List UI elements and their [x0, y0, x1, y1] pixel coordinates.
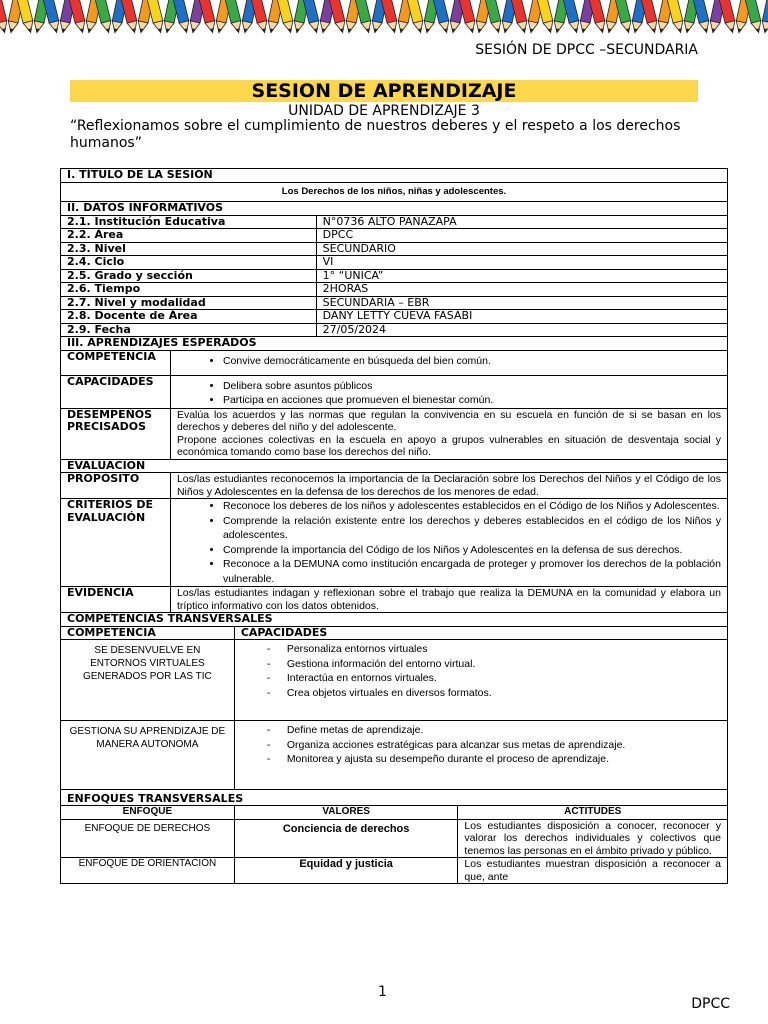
- transversal-capacidades-list: - Personaliza entornos virtuales - Gestiona información del entorno virtual. - Interactúa en entornos virtuales. - Crea objetos virtuales en diversos formatos.: [241, 642, 721, 700]
- proposito-text: Los/las estudiantes reconocemos la importancia de la Declaración sobre los Derechos del Niños y el Código de los Niños y Adolescentes en la defensa de los derechos de los menores de edad.: [170, 473, 727, 499]
- info-row: 2.3. Nivel SECUNDARIO: [61, 242, 728, 256]
- section-1-heading: I. TÍTULO DE LA SESIÓN: [61, 169, 728, 183]
- unit-title: UNIDAD DE APRENDIZAJE 3: [288, 103, 480, 119]
- competencia-list: • Convive democráticamente en búsqueda del bien común.: [177, 354, 721, 369]
- enfoques-heading: ENFOQUES TRANSVERSALES: [61, 790, 728, 806]
- capacidades-label: CAPACIDADES: [61, 375, 171, 408]
- info-row: 2.1. Institución Educativa N°0736 ALTO PAÑAZAPA: [61, 215, 728, 229]
- info-row: 2.8. Docente de Área DANY LETTY CUEVA FASABI: [61, 310, 728, 324]
- col-capacidades: CAPACIDADES: [234, 626, 727, 640]
- page-title: SESION DE APRENDIZAJE: [70, 80, 698, 102]
- enfoque-valor: Conciencia de derechos: [234, 819, 458, 858]
- proposito-label: PROPÓSITO: [61, 473, 171, 499]
- col-enfoque: ENFOQUE: [61, 806, 235, 820]
- enfoque-name: ENFOQUE DE ORIENTACIÓN: [61, 858, 235, 884]
- page-number: 1: [378, 984, 387, 1000]
- info-row: 2.6. Tiempo 2HORAS: [61, 283, 728, 297]
- section-2-heading: II. DATOS INFORMATIVOS: [61, 202, 728, 216]
- criterios-list: • Reconoce los deberes de los niños y adolescentes establecidos en el Código de los Niños y Adolescentes. • Comprende la relación existente entre los derechos y deberes establecidos en el código de los Niños y adolescentes. • Comprende la importancia del Código de los Niños y Adolescentes en la defensa de sus derechos. • Reconoce a la DEMUNA como institución encargada de proteger y promover los derechos de la población vulnerable.: [177, 499, 721, 586]
- footer-label: DPCC: [691, 996, 730, 1012]
- evidencia-text: Los/las estudiantes indagan y reflexionan sobre el trabajo que realiza la DEMUNA en la comunidad y elabora un tríptico informativo con los datos obtenidos.: [170, 587, 727, 613]
- enfoque-valor: Equidad y justicia: [234, 858, 458, 884]
- info-row: 2.7. Nivel y modalidad SECUNDARIA – EBR: [61, 296, 728, 310]
- col-competencia: COMPETENCIA: [61, 626, 235, 640]
- info-row: 2.9. Fecha 27/05/2024: [61, 323, 728, 337]
- pencil-icon: [0, 0, 9, 34]
- document-header: SESIÓN DE DPCC –SECUNDARIA: [475, 42, 698, 58]
- competencia-label: COMPETENCIA: [61, 350, 171, 375]
- col-valores: VALORES: [234, 806, 458, 820]
- transversal-competencia: SE DESENVUELVE EN ENTORNOS VIRTUALES GENERADOS POR LAS TIC: [61, 640, 235, 721]
- capacidades-list: • Delibera sobre asuntos públicos • Participa en acciones que promueven el bienestar común.: [177, 379, 721, 408]
- desempenos-label: DESEMPEÑOS PRECISADOS: [61, 408, 171, 459]
- evaluacion-heading: EVALUACION: [61, 459, 728, 473]
- info-row: 2.4. Ciclo VI: [61, 256, 728, 270]
- session-table: [60, 168, 728, 884]
- section-3-heading: III. APRENDIZAJES ESPERADOS: [61, 337, 728, 351]
- info-row: 2.2. Área DPCC: [61, 229, 728, 243]
- enfoque-actitud: Los estudiantes muestran disposición a reconocer a que, ante: [458, 858, 728, 884]
- enfoque-name: ENFOQUE DE DERECHOS: [61, 819, 235, 858]
- col-actitudes: ACTITUDES: [458, 806, 728, 820]
- info-row: 2.5. Grado y sección 1° “ÚNICA”: [61, 269, 728, 283]
- pencil-border-decoration: [0, 0, 768, 36]
- transversales-heading: COMPETENCIAS TRANSVERSALES: [61, 613, 728, 627]
- transversal-competencia: GESTIONA SU APRENDIZAJE DE MANERA AUTONOMA: [61, 721, 235, 790]
- transversal-capacidades-list: - Define metas de aprendizaje. - Organiza acciones estratégicas para alcanzar sus metas de aprendizaje. - Monitorea y ajusta su desempeño durante el proceso de aprendizaje.: [241, 723, 721, 767]
- unit-quote: “Reflexionamos sobre el cumplimiento de nuestros deberes y el respeto a los derechos humanos”: [70, 118, 681, 151]
- criterios-label: CRITERIOS DE EVALUACIÓN: [61, 499, 171, 587]
- pencil-icon: [760, 0, 768, 34]
- enfoque-actitud: Los estudiantes disposición a conocer, reconocer y valorar los derechos individuales y colectivos que tenemos las personas en el ámbito privado y público.: [458, 819, 728, 858]
- desempeno-1: Evalúa los acuerdos y las normas que regulan la convivencia en su escuela en función de si se basan en los derechos y deberes del niño y del adolescente.: [176, 408, 721, 433]
- session-title: Los Derechos de los niños, niñas y adolescentes.: [61, 182, 728, 202]
- evidencia-label: EVIDENCIA: [61, 587, 171, 613]
- desempeno-2: Propone acciones colectivas en la escuela en apoyo a grupos vulnerables en situación de desventaja social y económica tomando como base los derechos del niño.: [176, 433, 721, 458]
